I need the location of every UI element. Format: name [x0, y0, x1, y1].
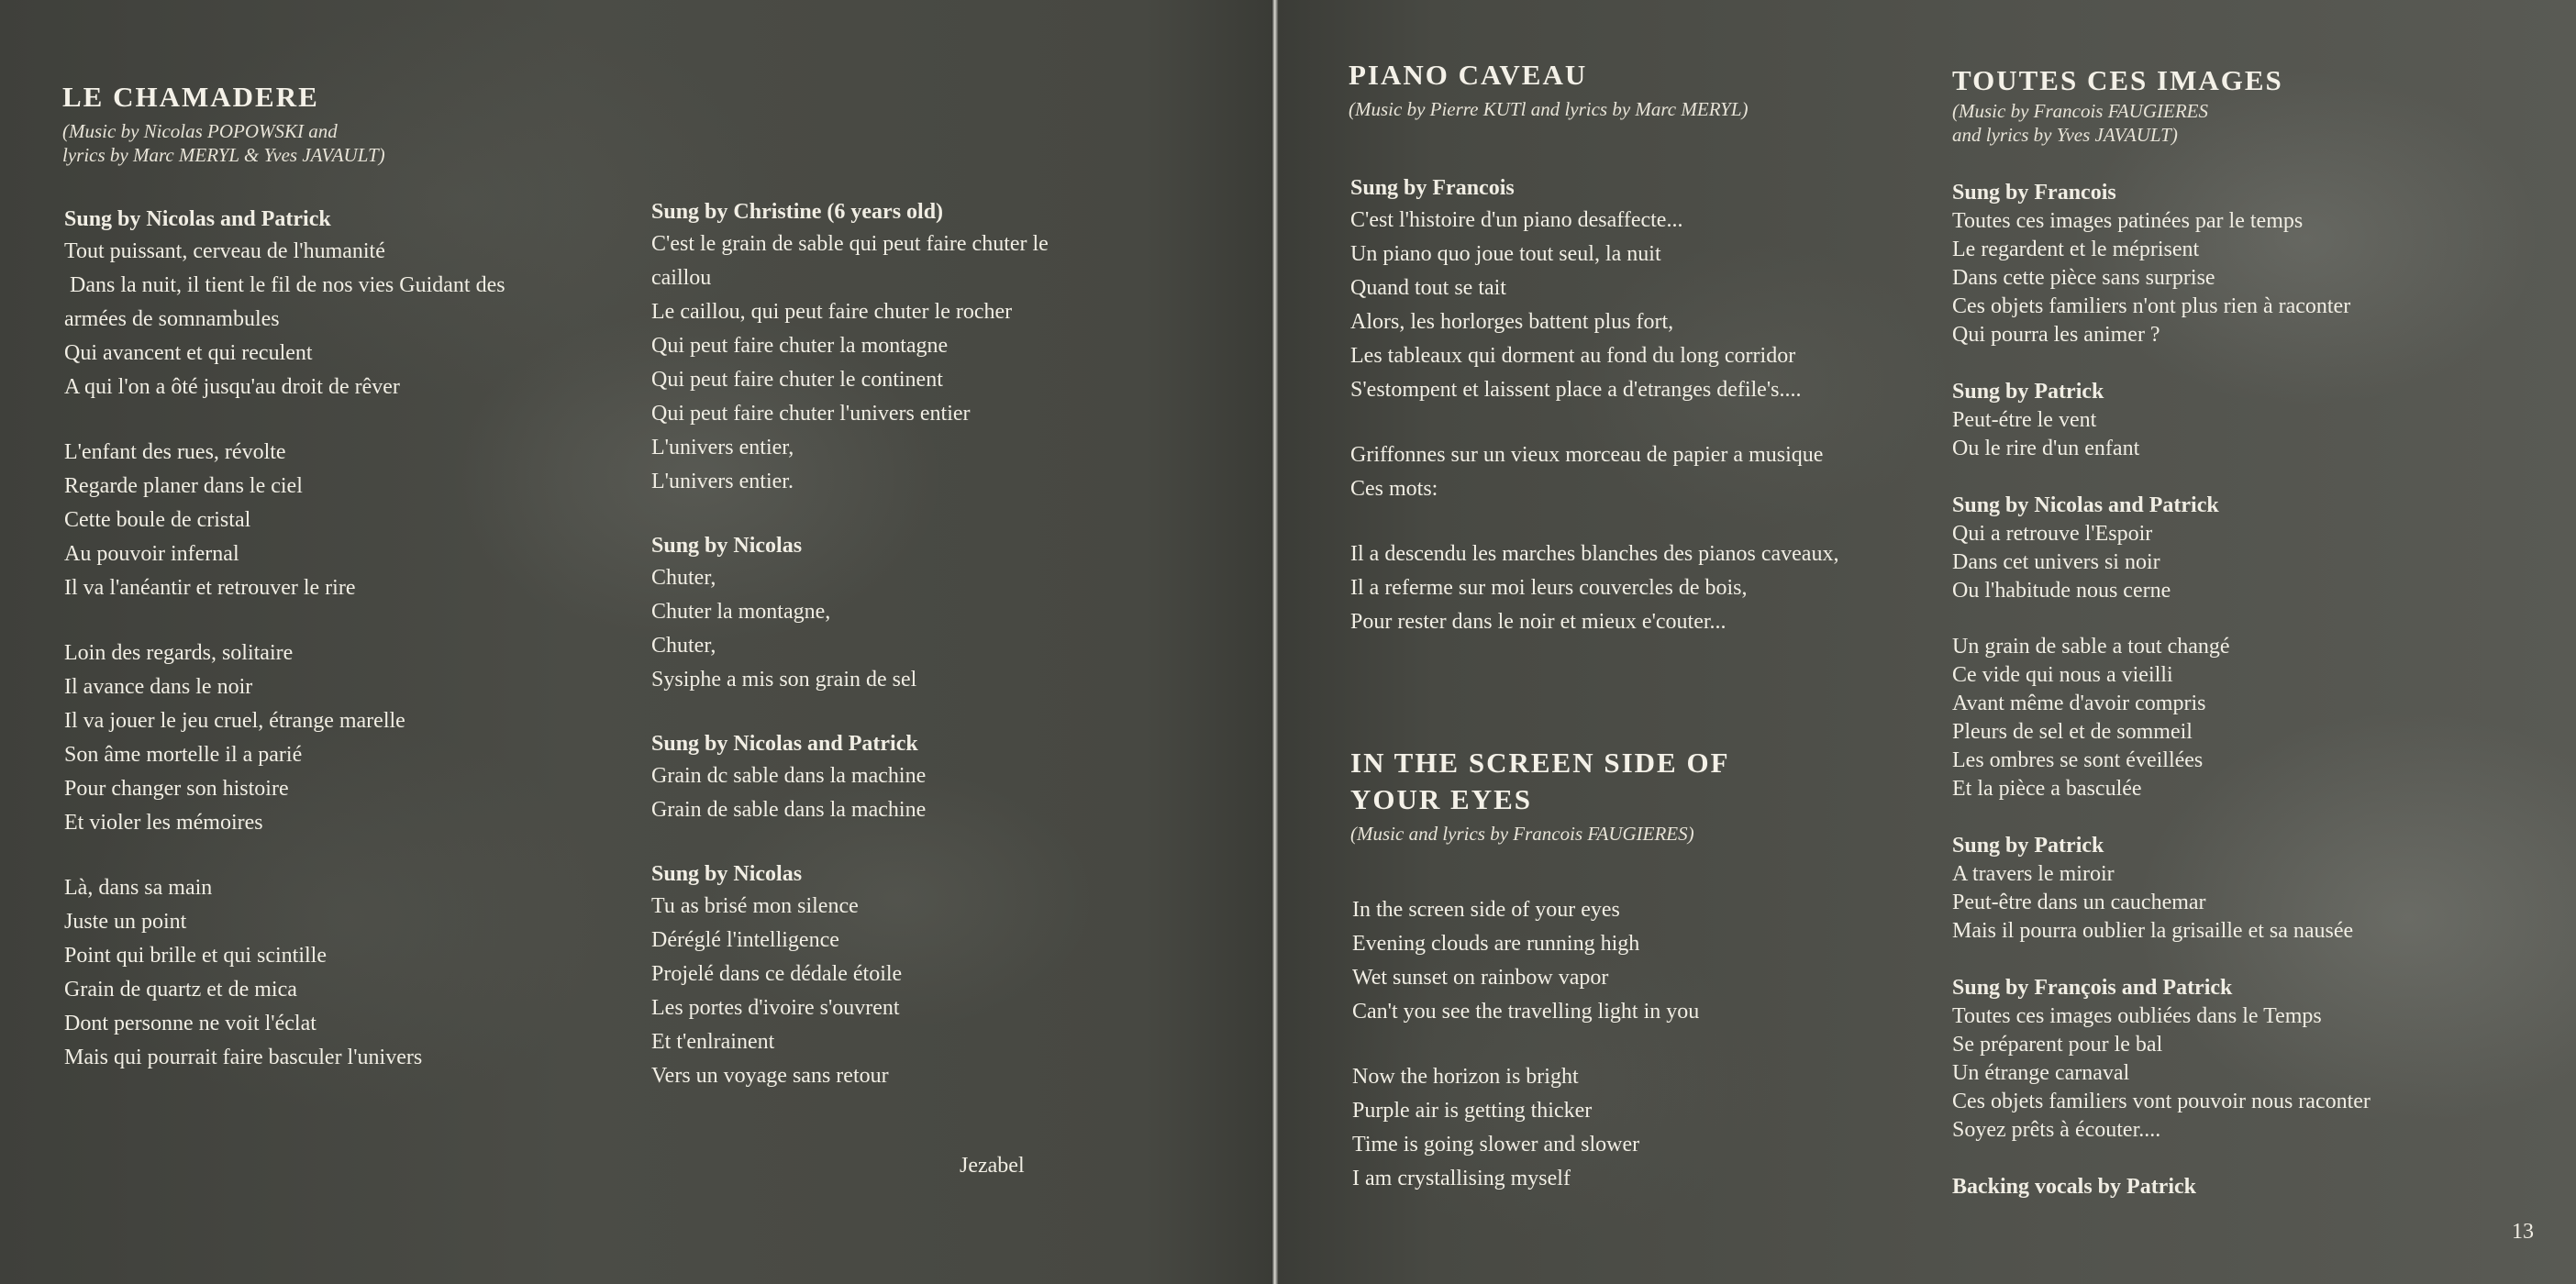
piano-caveau-lyrics — [1350, 172, 1974, 670]
lyric-line: Time is going slower and slower — [1352, 1133, 1640, 1157]
lyric-line: Et violer les mémoires — [64, 811, 263, 835]
lyric-line: Qui peut faire chuter la montagne — [651, 334, 949, 358]
stanza — [64, 436, 633, 605]
lyric-line: Il avance dans le noir — [64, 675, 253, 699]
lyric-line: Alors, les horlorges battent plus fort, — [1350, 310, 1674, 334]
lyric-line: Son âme mortelle il a parié — [64, 743, 303, 767]
lyric-line: Ces mots: — [1350, 477, 1438, 501]
lyric-line: Il a descendu les marches blanches des pianos caveaux, — [1350, 542, 1839, 566]
lyric-line: Can't you see the travelling light in you — [1352, 1000, 1700, 1024]
book-gutter — [1271, 0, 1279, 1284]
lyric-line: Point qui brille et qui scintille — [64, 944, 327, 968]
lyric-line: Les portes d'ivoire s'ouvrent — [651, 996, 900, 1020]
stanza — [651, 530, 1238, 697]
lyric-line: Un piano quo joue tout seul, la nuit — [1350, 242, 1661, 266]
singer-label: Sung by Patrick — [1952, 834, 2104, 858]
song-title-screen-side-line2: YOUR EYES — [1350, 783, 1533, 815]
stanza — [1350, 438, 1974, 506]
lyric-line: Juste un point — [64, 910, 187, 934]
lyric-line: Mais qui pourrait faire basculer l'univers — [64, 1046, 423, 1069]
piano-caveau-header — [1349, 57, 1936, 121]
singer-label: Sung by Francois — [1350, 176, 1515, 200]
lyric-lines — [1350, 537, 1974, 639]
stanza — [1952, 491, 2539, 605]
lyric-lines — [64, 871, 633, 1075]
lyric-line: Mais il pourra oublier la grisaille et sa nausée — [1952, 919, 2354, 943]
song-title-piano-caveau: PIANO CAVEAU — [1349, 59, 1588, 91]
lyric-line: Ces objets familiers n'ont plus rien à raconter — [1952, 294, 2351, 318]
lyric-line: Les tableaux qui dorment au fond du long corridor — [1350, 344, 1796, 368]
lyric-line: C'est le grain de sable qui peut faire chuter le — [651, 232, 1049, 256]
stanza — [64, 871, 633, 1075]
lyric-line: Soyez prêts à écouter.... — [1952, 1118, 2161, 1142]
lyric-line: Qui peut faire chuter l'univers entier — [651, 402, 971, 426]
lyric-line: Ou l'habitude nous cerne — [1952, 579, 2171, 603]
singer-label: Sung by Christine (6 years old) — [651, 200, 944, 224]
stanza — [1952, 973, 2539, 1145]
lyric-line: Tu as brisé mon silence — [651, 894, 859, 918]
lyric-line: Dont personne ne voit l'éclat — [64, 1012, 316, 1035]
singer-label: Sung by Patrick — [1952, 380, 2104, 404]
lyric-line: Chuter, — [651, 566, 716, 590]
lyric-line: Chuter, — [651, 634, 716, 658]
lyric-line: Ou le rire d'un enfant — [1952, 437, 2140, 460]
lyric-line: C'est l'histoire d'un piano desaffecte... — [1350, 208, 1683, 232]
lyrics-column-1 — [64, 204, 633, 1106]
toutes-ces-images-lyrics — [1952, 178, 2539, 1229]
lyric-lines — [651, 561, 1238, 697]
lyric-lines — [651, 890, 1238, 1093]
lyric-line: Toutes ces images patinées par le temps — [1952, 209, 2304, 233]
lyric-line: Tout puissant, cerveau de l'humanité — [64, 239, 385, 263]
lyric-line: Ces objets familiers vont pouvoir nous raconter — [1952, 1090, 2371, 1113]
stanza — [651, 728, 1238, 827]
singer-label: Sung by Nicolas and Patrick — [64, 207, 331, 231]
lyric-lines — [1350, 204, 1974, 407]
stanza — [1350, 537, 1974, 639]
lyric-line: Grain dc sable dans la machine — [651, 764, 927, 788]
song-title-chamadere: LE CHAMADERE — [62, 81, 319, 113]
lyric-line: Sysiphe a mis son grain de sel — [651, 668, 917, 692]
lyric-line: Au pouvoir infernal — [64, 542, 239, 566]
lyric-line: S'estompent et laissent place a d'etranges defile's.... — [1350, 378, 1802, 402]
stanza — [1952, 178, 2539, 349]
stanza — [64, 636, 633, 840]
lyrics-column-2 — [651, 196, 1238, 1124]
stanza — [1952, 1172, 2539, 1201]
credit-line: lyrics by Marc MERYL & Yves JAVAULT) — [62, 144, 385, 166]
lyric-lines — [1952, 520, 2539, 605]
lyric-line: Le regardent et le méprisent — [1952, 238, 2200, 261]
lyric-line: Dans la nuit, il tient le fil de nos vies Guidant des — [64, 273, 505, 297]
lyric-line: Qui a retrouve l'Espoir — [1952, 522, 2153, 546]
singer-label: Sung by Francois — [1952, 181, 2116, 205]
singer-label: Sung by Nicolas — [651, 534, 803, 558]
lyric-line: Dans cette pièce sans surprise — [1952, 266, 2215, 290]
lyric-line: Dans cet univers si noir — [1952, 550, 2160, 574]
lyric-line: Le caillou, qui peut faire chuter le rocher — [651, 300, 1013, 324]
stanza — [651, 858, 1238, 1093]
credit-line: (Music by Pierre KUTl and lyrics by Marc MERYL) — [1349, 98, 1749, 120]
lyric-line: Grain de quartz et de mica — [64, 978, 297, 1002]
stanza — [1952, 831, 2539, 946]
lyric-line: Déréglé l'intelligence — [651, 928, 839, 952]
lyric-lines — [651, 227, 1238, 499]
lyric-line: armées de somnambules — [64, 307, 280, 331]
right-page — [1279, 0, 2576, 1284]
stanza — [1352, 893, 1976, 1029]
lyric-line: Now the horizon is bright — [1352, 1065, 1579, 1089]
lyric-line: Qui avancent et qui reculent — [64, 341, 313, 365]
lyric-lines — [1352, 893, 1976, 1029]
stanza — [1350, 172, 1974, 407]
lyric-lines — [64, 235, 633, 404]
lyric-line: Il va jouer le jeu cruel, étrange marelle — [64, 709, 405, 733]
lyric-line: I am crystallising myself — [1352, 1167, 1571, 1190]
lyric-line: Pour rester dans le noir et mieux e'couter... — [1350, 610, 1727, 634]
lyric-line: Regarde planer dans le ciel — [64, 474, 303, 498]
screen-side-header — [1350, 745, 1974, 846]
screen-side-lyrics — [1352, 893, 1976, 1227]
lyric-lines — [1350, 438, 1974, 506]
lyric-line: Et la pièce a basculée — [1952, 777, 2142, 801]
lyric-line: Grain de sable dans la machine — [651, 798, 927, 822]
lyric-line: Wet sunset on rainbow vapor — [1352, 966, 1609, 990]
lyric-line: Cette boule de cristal — [64, 508, 251, 532]
lyric-line: In the screen side of your eyes — [1352, 898, 1620, 922]
chamadere-header — [62, 79, 613, 167]
lyric-line: Evening clouds are running high — [1352, 932, 1640, 956]
lyric-line: L'univers entier. — [651, 470, 794, 493]
lyric-line: Peut-être dans un cauchemar — [1952, 891, 2206, 914]
lyric-lines — [1952, 633, 2539, 803]
lyric-line: Pour changer son histoire — [64, 777, 289, 801]
lyric-lines — [64, 636, 633, 840]
lyric-lines — [64, 436, 633, 605]
stanza — [651, 196, 1238, 499]
lyric-line: Un grain de sable a tout changé — [1952, 635, 2230, 659]
lyric-lines — [1952, 406, 2539, 463]
lyric-line: Chuter la montagne, — [651, 600, 831, 624]
singer-label: Sung by Nicolas and Patrick — [1952, 493, 2219, 517]
lyric-lines — [1952, 860, 2539, 946]
lyric-lines — [1952, 207, 2539, 349]
singer-label: Sung by Nicolas — [651, 862, 803, 886]
lyric-line: Avant même d'avoir compris — [1952, 692, 2206, 715]
lyric-line: Les ombres se sont éveillées — [1952, 748, 2204, 772]
lyric-line: Purple air is getting thicker — [1352, 1099, 1593, 1123]
lyric-line: Loin des regards, solitaire — [64, 641, 294, 665]
song-title-toutes-ces-images: TOUTES CES IMAGES — [1952, 64, 2283, 96]
page-number: 13 — [2512, 1220, 2534, 1244]
lyric-line: Ce vide qui nous a vieilli — [1952, 663, 2173, 687]
lyric-line: Vers un voyage sans retour — [651, 1064, 889, 1088]
lyric-line: L'univers entier, — [651, 436, 794, 459]
lyric-line: Un étrange carnaval — [1952, 1061, 2130, 1085]
left-page — [0, 0, 1271, 1284]
lyric-line: Projelé dans ce dédale étoile — [651, 962, 903, 986]
lyric-line: Toutes ces images oubliées dans le Temps — [1952, 1004, 2322, 1028]
lyric-line: caillou — [651, 266, 712, 290]
lyric-line: Peut-étre le vent — [1952, 408, 2097, 432]
lyric-lines — [651, 759, 1238, 827]
credit-line: (Music and lyrics by Francois FAUGIERES) — [1350, 823, 1694, 845]
lyric-line: A travers le miroir — [1952, 862, 2115, 886]
stanza — [1952, 633, 2539, 803]
stanza — [64, 204, 633, 404]
singer-label: Backing vocals by Patrick — [1952, 1175, 2197, 1199]
lyric-line: Quand tout se tait — [1350, 276, 1506, 300]
lyric-line: Qui pourra les animer ? — [1952, 323, 2160, 347]
credit-line: (Music by Francois FAUGIERES — [1952, 100, 2208, 122]
lyric-line: L'enfant des rues, révolte — [64, 440, 286, 464]
lyric-lines — [1352, 1060, 1976, 1196]
toutes-ces-images-header — [1952, 62, 2521, 147]
lyric-lines — [1952, 1002, 2539, 1145]
lyric-line: A qui l'on a ôté jusqu'au droit de rêver — [64, 375, 400, 399]
singer-label: Sung by François and Patrick — [1952, 976, 2233, 1000]
stanza — [1952, 377, 2539, 463]
lyric-line: Il a referme sur moi leurs couvercles de bois, — [1350, 576, 1748, 600]
lyric-line: Pleurs de sel et de sommeil — [1952, 720, 2193, 744]
singer-label: Sung by Nicolas and Patrick — [651, 732, 918, 756]
lyric-line: Là, dans sa main — [64, 876, 213, 900]
credit-line: (Music by Nicolas POPOWSKI and — [62, 120, 338, 142]
lyric-line: Et t'enlrainent — [651, 1030, 775, 1054]
song-title-screen-side: IN THE SCREEN SIDE OF — [1350, 747, 1730, 779]
lyric-line: Il va l'anéantir et retrouver le rire — [64, 576, 356, 600]
lyric-line: Se préparent pour le bal — [1952, 1033, 2163, 1057]
stanza — [1352, 1060, 1976, 1196]
credit-line: and lyrics by Yves JAVAULT) — [1952, 124, 2178, 146]
lyric-line: Qui peut faire chuter le continent — [651, 368, 943, 392]
lyric-line: Griffonnes sur un vieux morceau de papier a musique — [1350, 443, 1824, 467]
signature: Jezabel — [960, 1154, 1025, 1178]
